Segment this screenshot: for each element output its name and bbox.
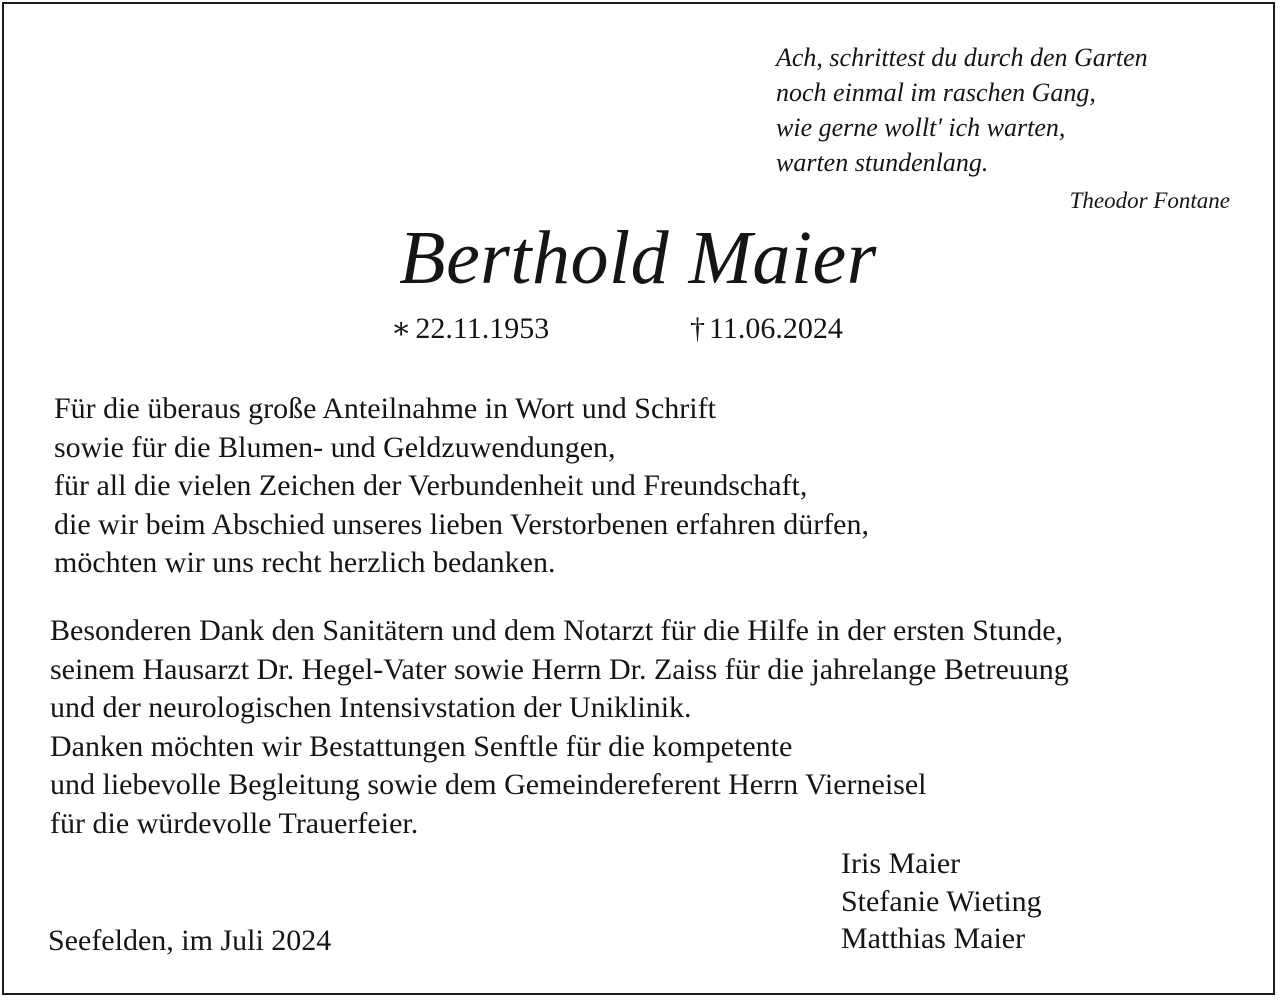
- poem-quote: [776, 40, 1246, 216]
- text-line: für all die vielen Zeichen der Verbundenheit und Freundschaft,: [54, 469, 808, 502]
- text-line: und der neurologischen Intensivstation der Uniklinik.: [50, 691, 692, 724]
- thanks-paragraph-1: [54, 390, 869, 583]
- poem-line: noch einmal im raschen Gang,: [776, 78, 1096, 107]
- text-line: Danken möchten wir Bestattungen Senftle für die kompetente: [50, 729, 793, 763]
- text-line: seinem Hausarzt Dr. Hegel-Vater sowie Herrn Dr. Zaiss für die jahrelange Betreuung: [50, 652, 1069, 686]
- poem-line: warten stundenlang.: [776, 148, 989, 177]
- text-line: die wir beim Abschied unseres lieben Verstorbenen erfahren dürfen,: [54, 507, 869, 541]
- text-line: für die würdevolle Trauerfeier.: [50, 806, 419, 840]
- poem-line: Ach, schrittest du durch den Garten: [776, 43, 1148, 72]
- thanks-paragraph-2: [50, 612, 1069, 843]
- signer-name: Iris Maier: [841, 847, 961, 880]
- death-date-value: 11.06.2024: [709, 312, 843, 345]
- birth-star-icon: ∗: [391, 312, 412, 345]
- birth-date-value: 22.11.1953: [415, 312, 550, 345]
- poem-author: Theodor Fontane: [1069, 188, 1230, 213]
- deceased-name: Berthold Maier: [399, 216, 877, 300]
- death-cross-icon: †: [690, 312, 705, 345]
- signers-list: [841, 845, 1042, 958]
- text-line: Für die überaus große Anteilnahme in Wort und Schrift: [54, 392, 716, 425]
- text-line: sowie für die Blumen- und Geldzuwendungen,: [54, 430, 616, 464]
- place-and-date: Seefelden, im Juli 2024: [48, 924, 332, 957]
- birth-date: [391, 311, 549, 347]
- poem-line: wie gerne wollt' ich warten,: [776, 113, 1066, 142]
- text-line: und liebevolle Begleitung sowie dem Gemeindereferent Herrn Vierneisel: [50, 768, 927, 801]
- text-line: möchten wir uns recht herzlich bedanken.: [54, 546, 556, 579]
- signer-name: Stefanie Wieting: [841, 884, 1042, 918]
- signer-name: Matthias Maier: [841, 922, 1026, 955]
- death-date: [690, 311, 843, 347]
- text-line: Besonderen Dank den Sanitätern und dem Notarzt für die Hilfe in der ersten Stunde,: [50, 614, 1064, 647]
